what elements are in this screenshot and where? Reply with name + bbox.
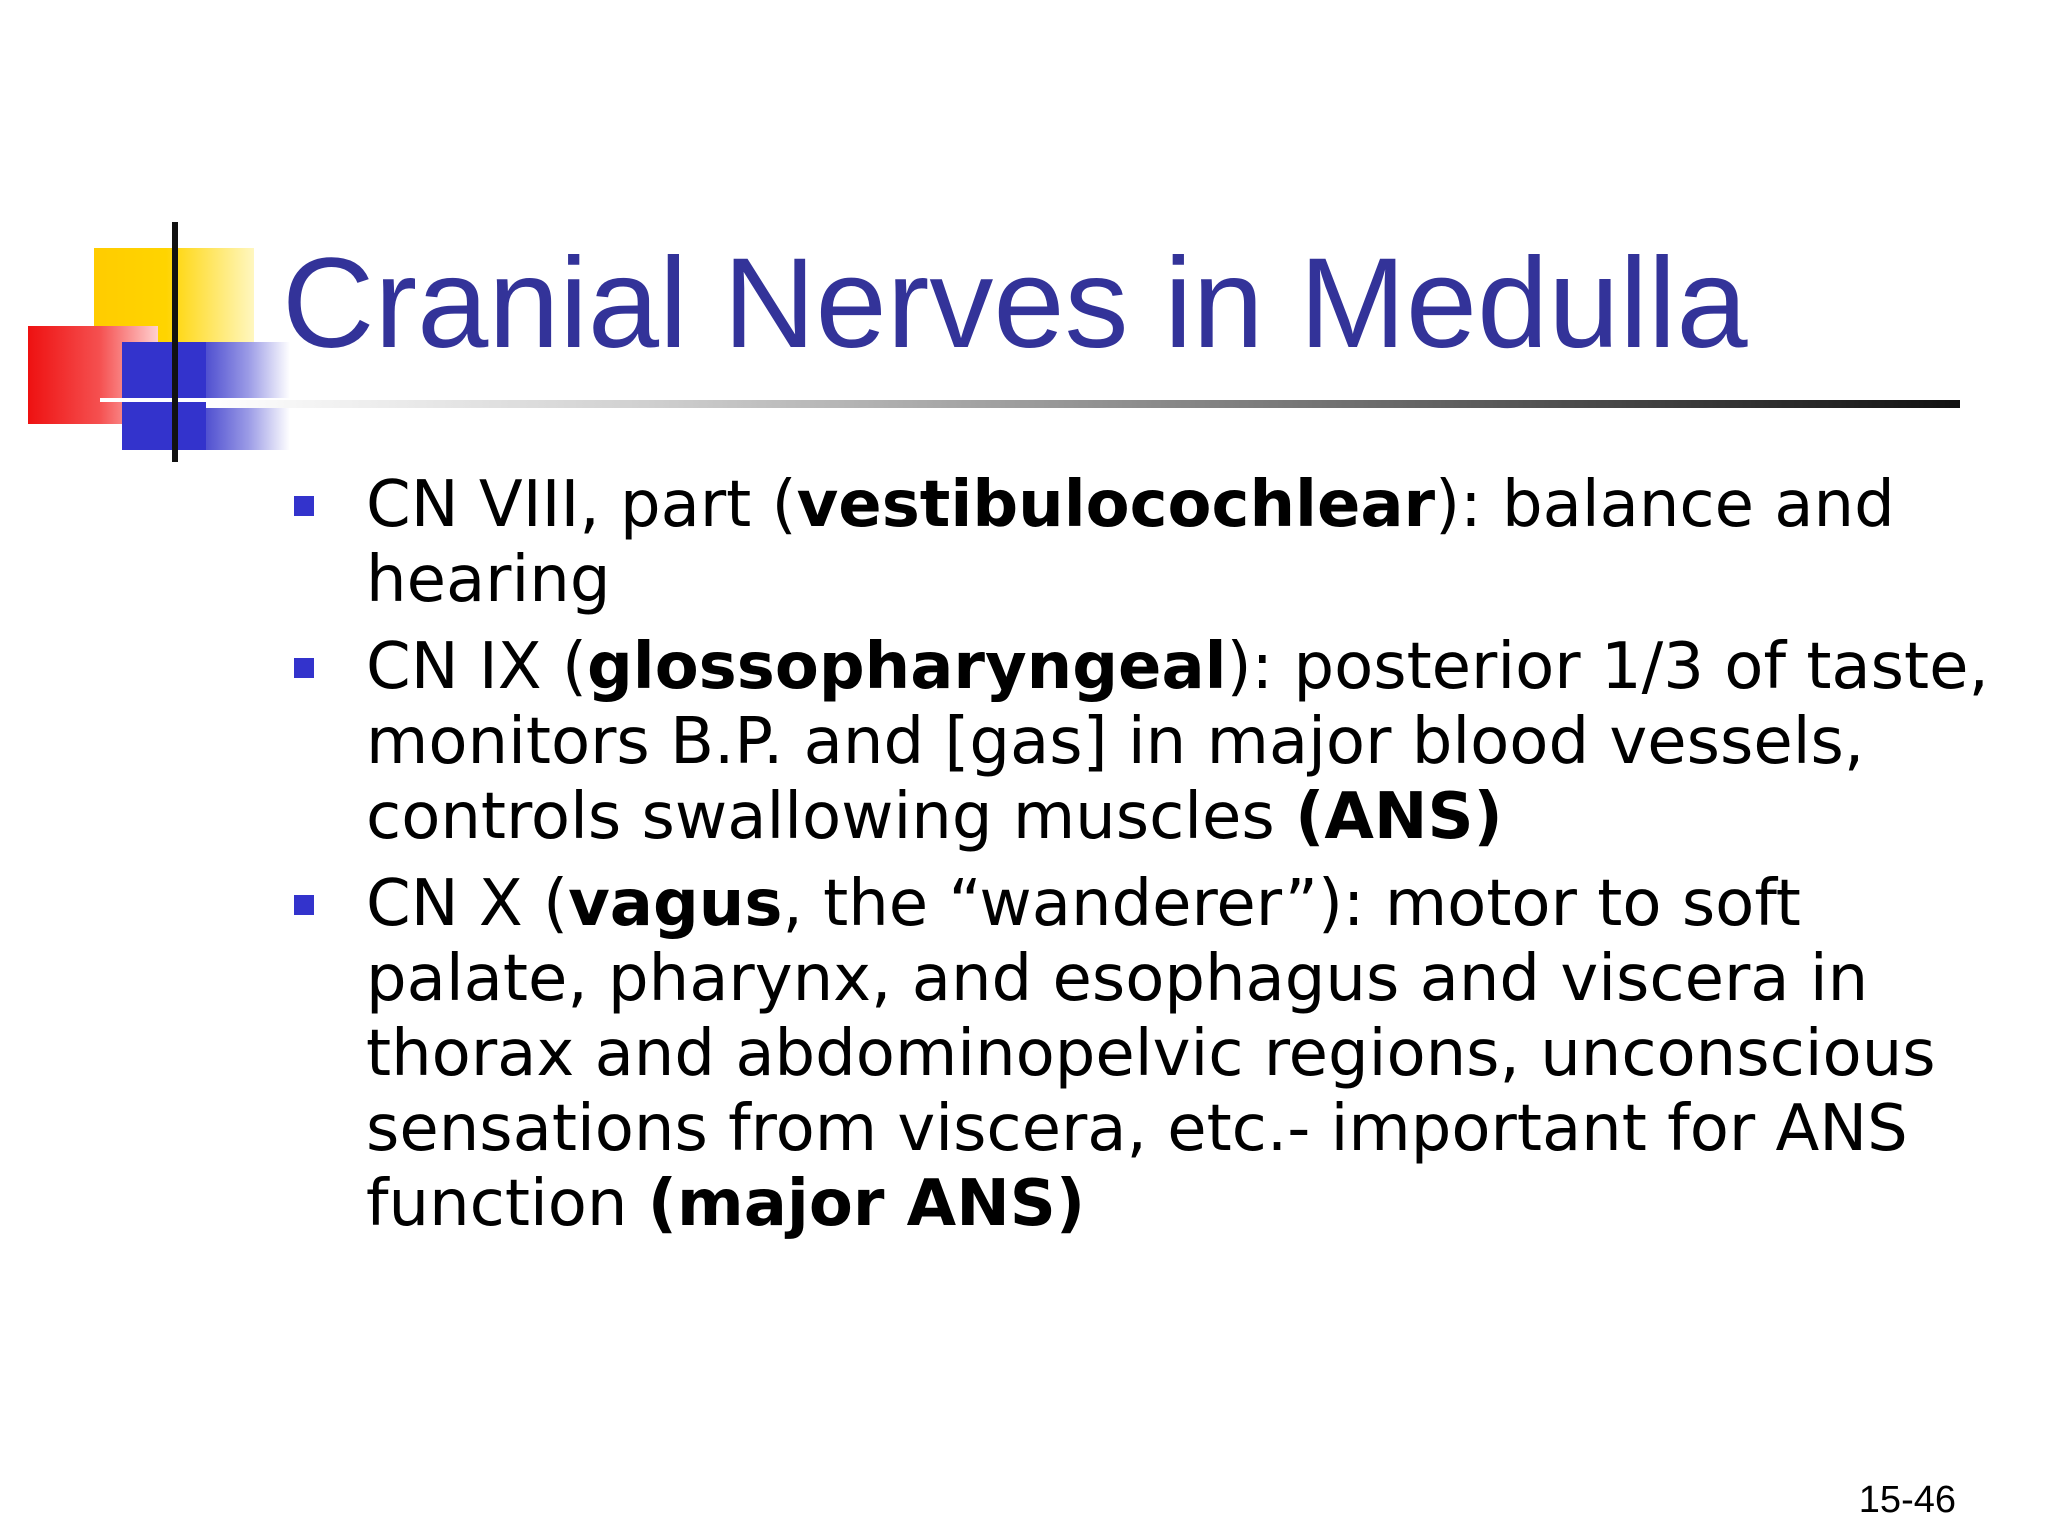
bullet-suffix: ): posterior 1/3 of taste, monitors B.P. and [gas] in major blood vessels, controls swallowing muscles (366, 630, 1989, 854)
blue-gradient-square (206, 342, 290, 450)
bullet-list (288, 468, 2028, 1254)
bullet-prefix: CN IX ( (366, 630, 587, 704)
nerve-name: vestibulocochlear (796, 468, 1436, 542)
bullet-prefix: CN X ( (366, 867, 569, 941)
bullet-suffix: ): balance and hearing (366, 468, 1895, 617)
slide-title: Cranial Nerves in Medulla (282, 232, 1748, 375)
nerve-name: glossopharyngeal (586, 630, 1227, 704)
square-bullet-icon (294, 658, 314, 678)
blue-square (122, 342, 206, 450)
bullet-item-cn-viii (288, 468, 2028, 618)
bullet-bold-tail: (ANS) (1295, 780, 1503, 854)
bullet-suffix: , the “wanderer”): motor to soft palate, pharynx, and esophagus and viscera in thorax and abdominopelvic regions, unconscious sensations from viscera, etc.- important for ANS function (366, 867, 1936, 1241)
bullet-bold-tail: (major ANS) (647, 1167, 1086, 1241)
nerve-name: vagus (568, 867, 783, 941)
bullet-item-cn-ix (288, 630, 2028, 855)
bullet-item-cn-x (288, 867, 2028, 1242)
logo-vertical-line (172, 222, 178, 462)
square-bullet-icon (294, 895, 314, 915)
square-bullet-icon (294, 496, 314, 516)
title-underline (206, 400, 1960, 408)
bullet-prefix: CN VIII, part ( (366, 468, 797, 542)
color-blocks-logo-icon (0, 0, 300, 480)
page-number: 15-46 (1858, 1479, 1956, 1521)
